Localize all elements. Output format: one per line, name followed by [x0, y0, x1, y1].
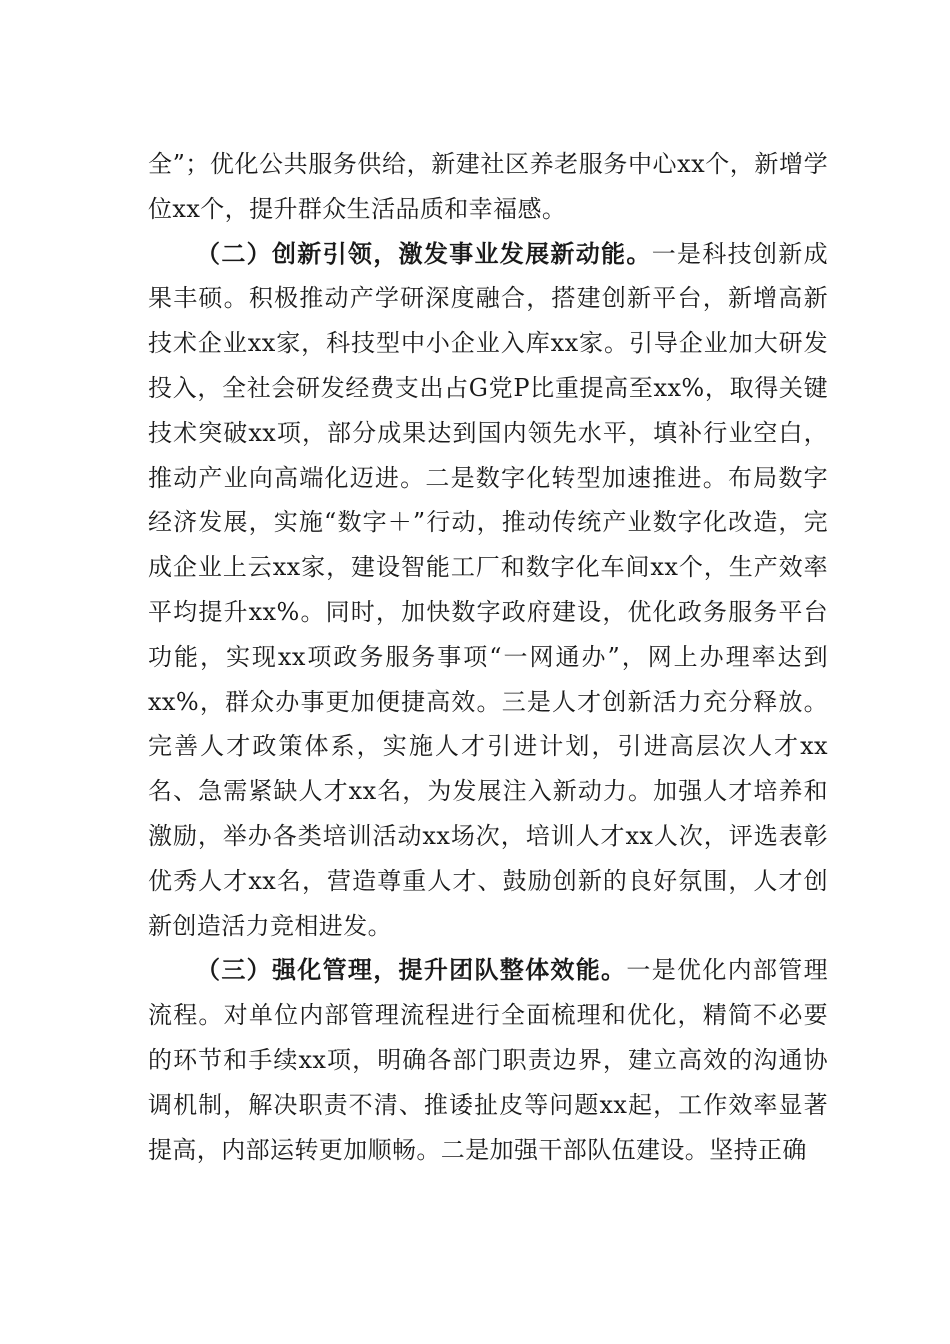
section-body: 一是优化内部管理流程。对单位内部管理流程进行全面梳理和优化，精简不必要的环节和手续xx项，明确各部门职责边界，建立高效的沟通协调机制，解决职责不清、推诿扯皮等问题xx起，工作效率显著提高，内部运转更加顺畅。二是加强干部队伍建设。坚持正确 — [148, 956, 828, 1164]
document-body — [148, 142, 828, 1172]
section-management — [148, 948, 828, 1172]
section-innovation — [148, 232, 828, 949]
paragraph-text: 全”；优化公共服务供给，新建社区养老服务中心xx个，新增学位xx个，提升群众生活品质和幸福感。 — [148, 150, 828, 223]
section-body: 一是科技创新成果丰硕。积极推动产学研深度融合，搭建创新平台，新增高新技术企业xx家，科技型中小企业入库xx家。引导企业加大研发投入，全社会研发经费支出占G党P比重提高至xx%，取得关键技术突破xx项，部分成果达到国内领先水平，填补行业空白，推动产业向高端化迈进。二是数字化转型加速推进。布局数字经济发展，实施“数字＋”行动，推动传统产业数字化改造，完成企业上云xx家，建设智能工厂和数字化车间xx个，生产效率平均提升xx%。同时，加快数字政府建设，优化政务服务平台功能，实现xx项政务服务事项“一网通办”，网上办理率达到xx%，群众办事更加便捷高效。三是人才创新活力充分释放。完善人才政策体系，实施人才引进计划，引进高层次人才xx名、急需紧缺人才xx名，为发展注入新动力。加强人才培养和激励，举办各类培训活动xx场次，培训人才xx人次，评选表彰优秀人才xx名，营造尊重人才、鼓励创新的良好氛围，人才创新创造活力竞相进发。 — [148, 239, 828, 940]
paragraph-continuation — [148, 142, 828, 232]
section-heading: （二）创新引领，激发事业发展新动能。 — [196, 238, 652, 268]
section-heading: （三）强化管理，提升团队整体效能。 — [196, 955, 627, 985]
